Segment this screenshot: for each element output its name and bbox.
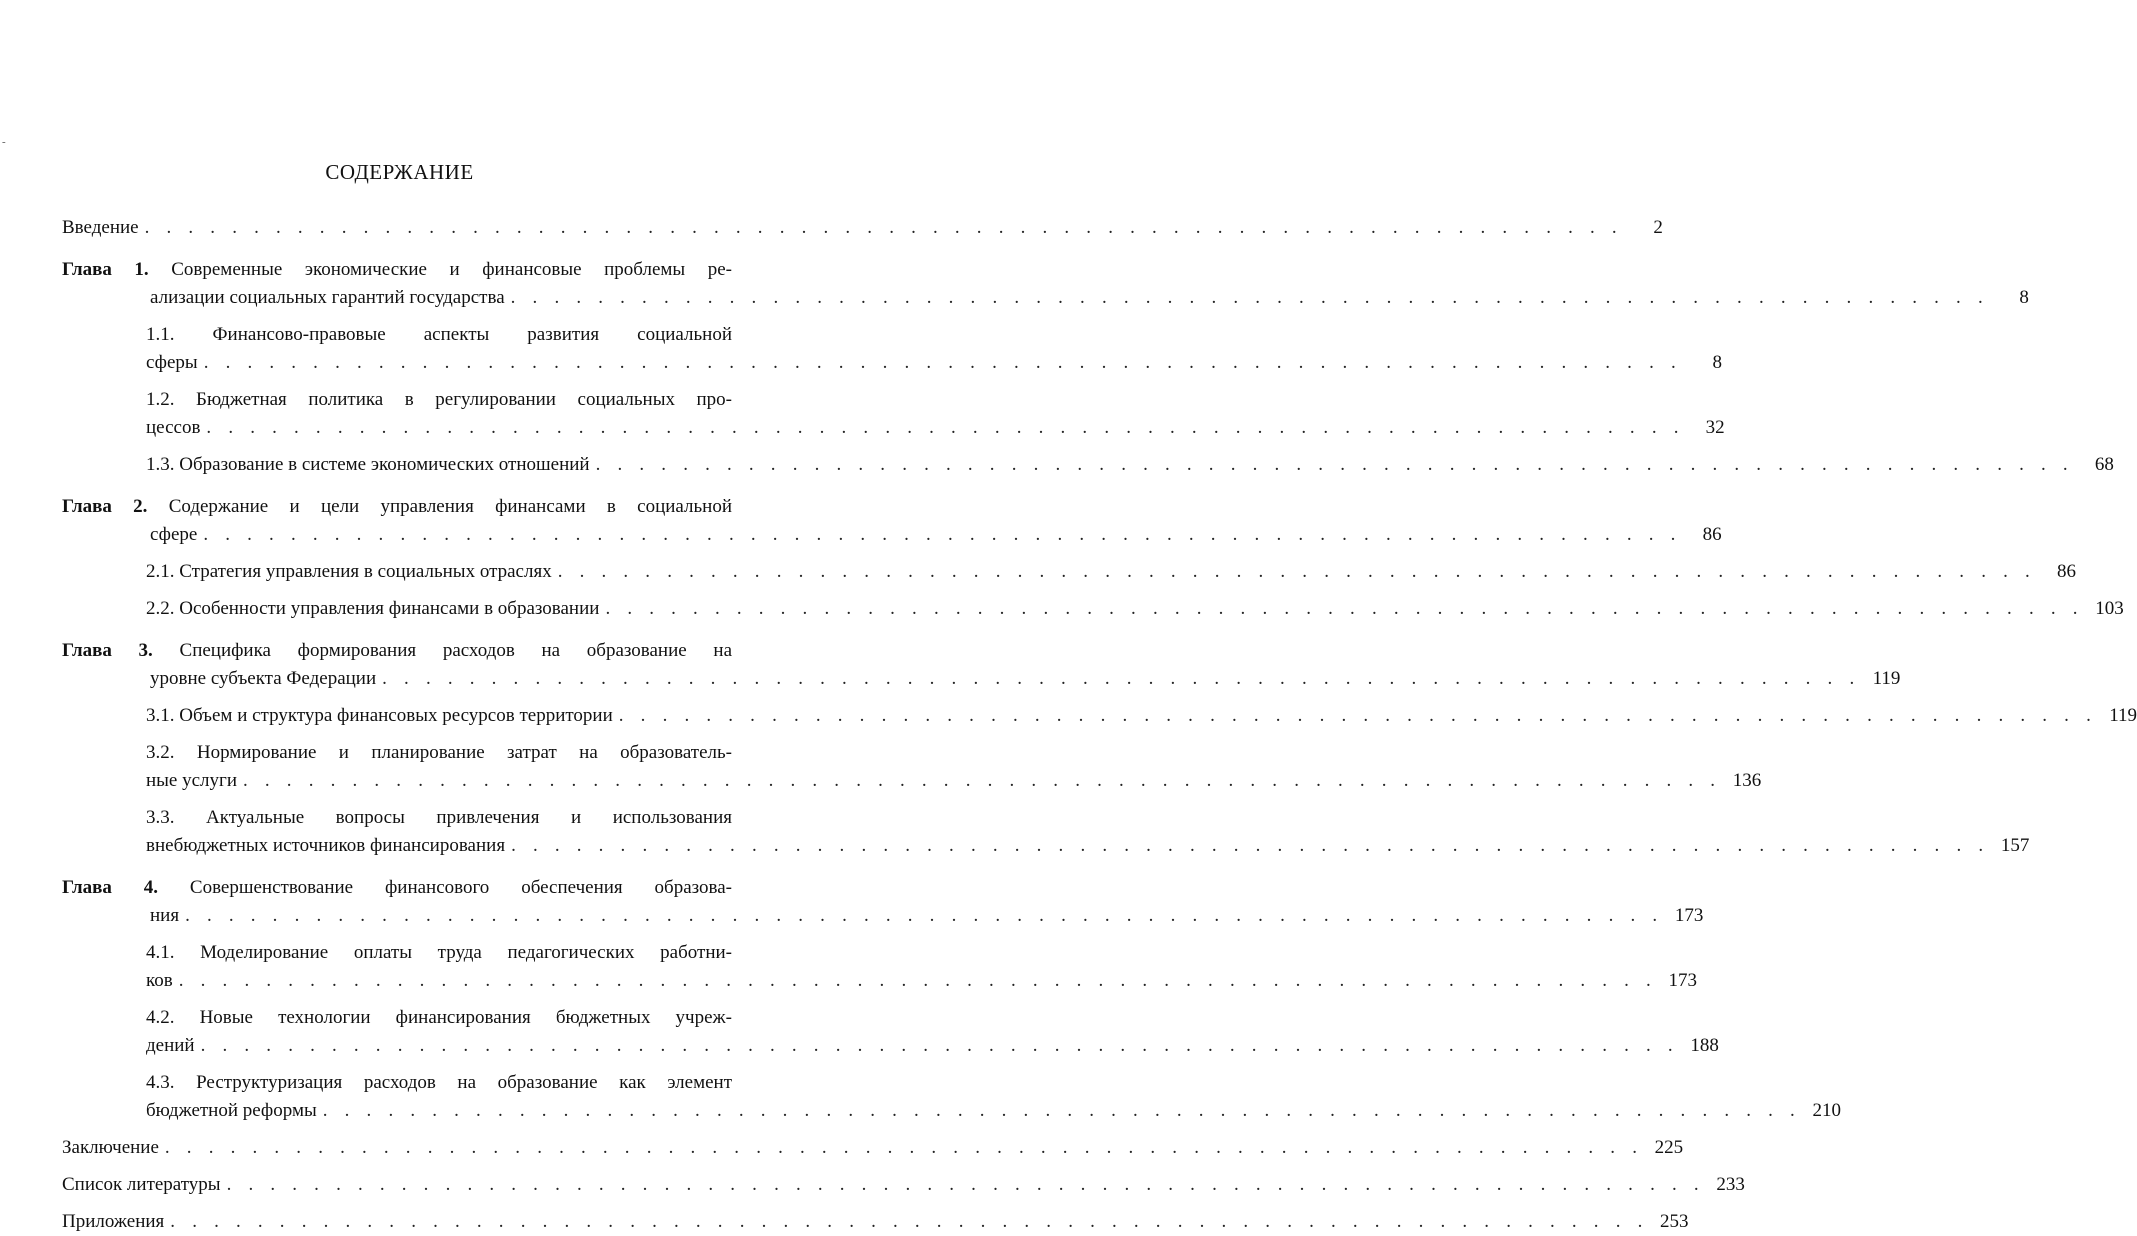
page-number: 119: [1872, 668, 1901, 689]
leader-dots: . . . . . . . . . . . . . . . . . . . . . . . . . . . . . . . . . . . . . . . . . . . . . . . . . . . . . . . . . . . . . . . . . . . .: [605, 598, 2084, 619]
page-number: 188: [1690, 1035, 1719, 1056]
toc-section[interactable]: [62, 804, 2030, 860]
page-number: 157: [2000, 835, 2030, 856]
entry-title: дений: [146, 1035, 195, 1056]
leader-dots: . . . . . . . . . . . . . . . . . . . . . . . . . . . . . . . . . . . . . . . . . . . . . . . . . . . . . . . . . . . . . . . . . . . .: [203, 524, 1682, 545]
leader-dots: . . . . . . . . . . . . . . . . . . . . . . . . . . . . . . . . . . . . . . . . . . . . . . . . . . . . . . . . . . . . . . . . . . . .: [164, 1137, 1644, 1158]
leader-dots: . . . . . . . . . . . . . . . . . . . . . . . . . . . . . . . . . . . . . . . . . . . . . . . . . . . . . . . . . . . . . . . . . . . .: [200, 1035, 1679, 1056]
entry-title-line: 4.3. Реструктуризация расходов на образование как элемент: [146, 1072, 732, 1093]
entry-title-line: 4.1. Моделирование оплаты труда педагогических работни-: [146, 942, 732, 963]
entry-title: Приложения: [62, 1211, 165, 1232]
entry-title: цессов: [146, 417, 201, 438]
toc-section[interactable]: [62, 558, 2076, 586]
toc-chapter[interactable]: [62, 874, 1704, 930]
page-number: 233: [1716, 1174, 1745, 1195]
entry-title: Введение: [62, 217, 139, 238]
leader-dots: . . . . . . . . . . . . . . . . . . . . . . . . . . . . . . . . . . . . . . . . . . . . . . . . . . . . . . . . . . . . . . . . . . . .: [185, 905, 1664, 926]
leader-dots: . . . . . . . . . . . . . . . . . . . . . . . . . . . . . . . . . . . . . . . . . . . . . . . . . . . . . . . . . . . . . . . . . . . .: [595, 454, 2074, 475]
leader-dots: . . . . . . . . . . . . . . . . . . . . . . . . . . . . . . . . . . . . . . . . . . . . . . . . . . . . . . . . . . . . . . . . . . . .: [618, 705, 2098, 726]
leader-dots: . . . . . . . . . . . . . . . . . . . . . . . . . . . . . . . . . . . . . . . . . . . . . . . . . . . . . . . . . . . . . . . . . . . .: [322, 1100, 1801, 1121]
entry-title: Заключение: [62, 1137, 159, 1158]
table-of-contents: [62, 205, 2137, 1236]
entry-title: ков: [146, 970, 173, 991]
entry-title: Список литературы: [62, 1174, 221, 1195]
page-number: 8: [1712, 352, 1722, 373]
page-number: 225: [1654, 1137, 1684, 1158]
entry-title: внебюджетных источников финансирования: [146, 835, 506, 856]
entry-title: ния: [150, 905, 180, 926]
toc-entry[interactable]: [62, 1171, 1745, 1199]
entry-title-line: 4.2. Новые технологии финансирования бюджетных учреж-: [146, 1007, 732, 1028]
toc-chapter[interactable]: [62, 256, 2029, 312]
entry-title: ные услуги: [146, 770, 237, 791]
leader-dots: . . . . . . . . . . . . . . . . . . . . . . . . . . . . . . . . . . . . . . . . . . . . . . . . . . . . . . . . . . . . . . . . . . . .: [144, 217, 1623, 238]
leader-dots: . . . . . . . . . . . . . . . . . . . . . . . . . . . . . . . . . . . . . . . . . . . . . . . . . . . . . . . . . . . . . . . . . . . .: [178, 970, 1657, 991]
entry-title-line: Совершенствование финансового обеспечения образова-: [189, 877, 732, 898]
page-title: СОДЕРЖАНИЕ: [325, 160, 474, 184]
entry-title: уровне субъекта Федерации: [150, 668, 377, 689]
page-number: 119: [2109, 705, 2137, 726]
entry-title: сферы: [146, 352, 198, 373]
leader-dots: . . . . . . . . . . . . . . . . . . . . . . . . . . . . . . . . . . . . . . . . . . . . . . . . . . . . . . . . . . . . . . . . . . . .: [170, 1211, 1649, 1232]
entry-title-line: 1.1. Финансово-правовые аспекты развития социальной: [146, 324, 732, 345]
toc-entry[interactable]: [62, 1134, 1684, 1162]
entry-title-line: Содержание и цели управления финансами в социальной: [168, 496, 732, 517]
leader-dots: . . . . . . . . . . . . . . . . . . . . . . . . . . . . . . . . . . . . . . . . . . . . . . . . . . . . . . . . . . . . . . . . . . . .: [511, 835, 1990, 856]
chapter-label: Глава 3.: [62, 640, 153, 661]
page-number: 68: [2094, 454, 2114, 475]
toc-section[interactable]: [62, 595, 2124, 623]
leader-dots: . . . . . . . . . . . . . . . . . . . . . . . . . . . . . . . . . . . . . . . . . . . . . . . . . . . . . . . . . . . . . . . . . . . .: [243, 770, 1722, 791]
entry-title-line: 3.3. Актуальные вопросы привлечения и использования: [146, 807, 732, 828]
page-number: 136: [1732, 770, 1762, 791]
toc-chapter[interactable]: [62, 493, 1722, 549]
page-number: 86: [2056, 561, 2076, 582]
chapter-label: Глава 4.: [62, 877, 158, 898]
toc-entry[interactable]: [62, 214, 1663, 242]
entry-title-line: 1.2. Бюджетная политика в регулировании социальных про-: [146, 389, 732, 410]
toc-section[interactable]: [62, 939, 1697, 995]
chapter-label: Глава 1.: [62, 259, 149, 280]
toc-chapter[interactable]: [62, 637, 1901, 693]
toc-section[interactable]: [62, 1004, 1719, 1060]
leader-dots: . . . . . . . . . . . . . . . . . . . . . . . . . . . . . . . . . . . . . . . . . . . . . . . . . . . . . . . . . . . . . . . . . . . .: [557, 561, 2036, 582]
page-number: 8: [2019, 287, 2029, 308]
entry-title-line: Современные экономические и финансовые проблемы ре-: [171, 259, 733, 280]
page-number: 103: [2095, 598, 2124, 619]
entry-title: бюджетной реформы: [146, 1100, 317, 1121]
entry-title: 2.2. Особенности управления финансами в образовании: [146, 598, 600, 619]
toc-section[interactable]: [62, 739, 1762, 795]
leader-dots: . . . . . . . . . . . . . . . . . . . . . . . . . . . . . . . . . . . . . . . . . . . . . . . . . . . . . . . . . . . . . . . . . . . .: [226, 1174, 1705, 1195]
page-number: 86: [1702, 524, 1722, 545]
leader-dots: . . . . . . . . . . . . . . . . . . . . . . . . . . . . . . . . . . . . . . . . . . . . . . . . . . . . . . . . . . . . . . . . . . . .: [203, 352, 1682, 373]
entry-title-line: Специфика формирования расходов на образование на: [179, 640, 732, 661]
page-number: 32: [1705, 417, 1725, 438]
page-number: 253: [1660, 1211, 1689, 1232]
toc-section[interactable]: [62, 321, 1722, 377]
page-number: 173: [1674, 905, 1704, 926]
entry-title: сфере: [150, 524, 198, 545]
page-number: 210: [1812, 1100, 1841, 1121]
margin-mark: -: [2, 136, 6, 148]
entry-title: 3.1. Объем и структура финансовых ресурсов территории: [146, 705, 613, 726]
leader-dots: . . . . . . . . . . . . . . . . . . . . . . . . . . . . . . . . . . . . . . . . . . . . . . . . . . . . . . . . . . . . . . . . . . . .: [510, 287, 1989, 308]
leader-dots: . . . . . . . . . . . . . . . . . . . . . . . . . . . . . . . . . . . . . . . . . . . . . . . . . . . . . . . . . . . . . . . . . . . .: [206, 417, 1685, 438]
page-number: 2: [1653, 217, 1663, 238]
chapter-label: Глава 2.: [62, 496, 148, 517]
toc-section[interactable]: [62, 386, 1725, 442]
entry-title: 2.1. Стратегия управления в социальных отраслях: [146, 561, 552, 582]
entry-title-line: 3.2. Нормирование и планирование затрат на образователь-: [146, 742, 732, 763]
toc-section[interactable]: [62, 451, 2114, 479]
toc-section[interactable]: [62, 702, 2137, 730]
toc-section[interactable]: [62, 1069, 1841, 1125]
leader-dots: . . . . . . . . . . . . . . . . . . . . . . . . . . . . . . . . . . . . . . . . . . . . . . . . . . . . . . . . . . . . . . . . . . . .: [382, 668, 1861, 689]
entry-title: 1.3. Образование в системе экономических отношений: [146, 454, 590, 475]
entry-title: ализации социальных гарантий государства: [150, 287, 505, 308]
toc-entry[interactable]: [62, 1208, 1689, 1236]
page-number: 173: [1668, 970, 1697, 991]
